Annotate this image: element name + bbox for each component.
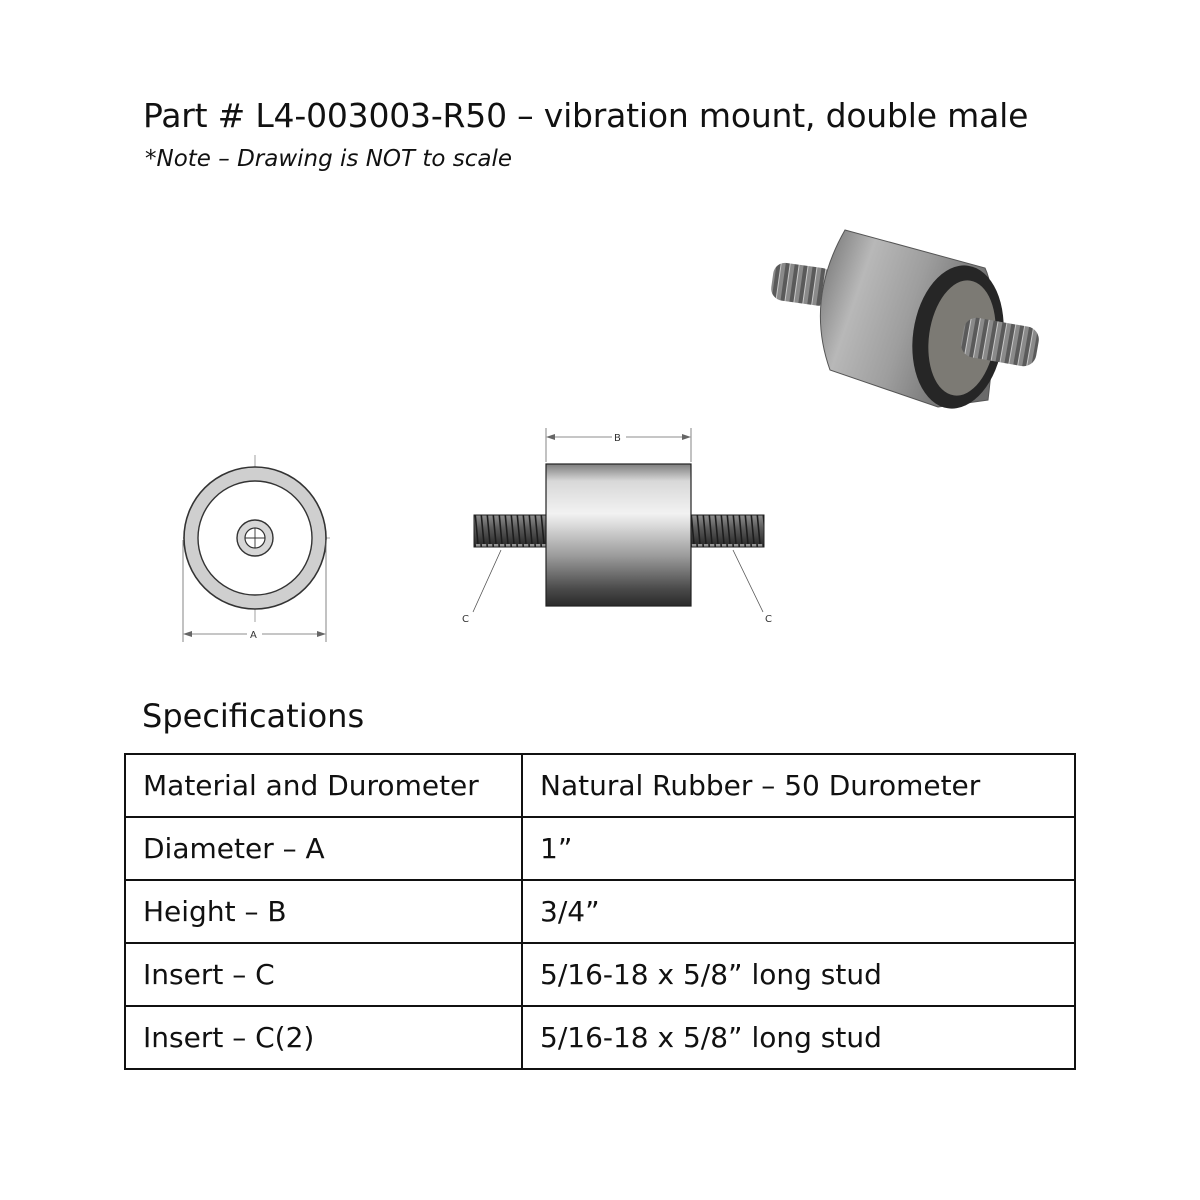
table-row: [125, 817, 1075, 880]
side-view: [462, 428, 772, 625]
dimension-c-left-label: C: [462, 614, 469, 625]
table-row: [125, 1006, 1075, 1069]
part-title: Part # L4-003003-R50 – vibration mount, double male: [143, 96, 1029, 135]
spec-label: Insert – C: [125, 943, 522, 1006]
table-row: [125, 754, 1075, 817]
spec-label: Material and Durometer: [125, 754, 522, 817]
specifications-table: [124, 753, 1076, 1070]
dimension-a-label: A: [250, 630, 257, 641]
dimension-b-label: B: [614, 433, 621, 444]
spec-value: 3/4”: [522, 880, 1075, 943]
scale-note: *Note – Drawing is NOT to scale: [145, 146, 513, 172]
spec-label: Height – B: [125, 880, 522, 943]
spec-value: 5/16-18 x 5/8” long stud: [522, 943, 1075, 1006]
right-stud: [690, 515, 764, 547]
spec-label: Insert – C(2): [125, 1006, 522, 1069]
spec-label: Diameter – A: [125, 817, 522, 880]
specifications-heading: Specifications: [142, 697, 365, 735]
dimension-c-right-label: C: [765, 614, 772, 625]
table-row: [125, 880, 1075, 943]
left-stud: [474, 515, 548, 547]
table-row: [125, 943, 1075, 1006]
end-view: [183, 455, 330, 642]
spec-value: 5/16-18 x 5/8” long stud: [522, 1006, 1075, 1069]
isometric-view: [770, 230, 1041, 415]
spec-value: Natural Rubber – 50 Durometer: [522, 754, 1075, 817]
cylinder-body: [546, 464, 691, 606]
spec-value: 1”: [522, 817, 1075, 880]
